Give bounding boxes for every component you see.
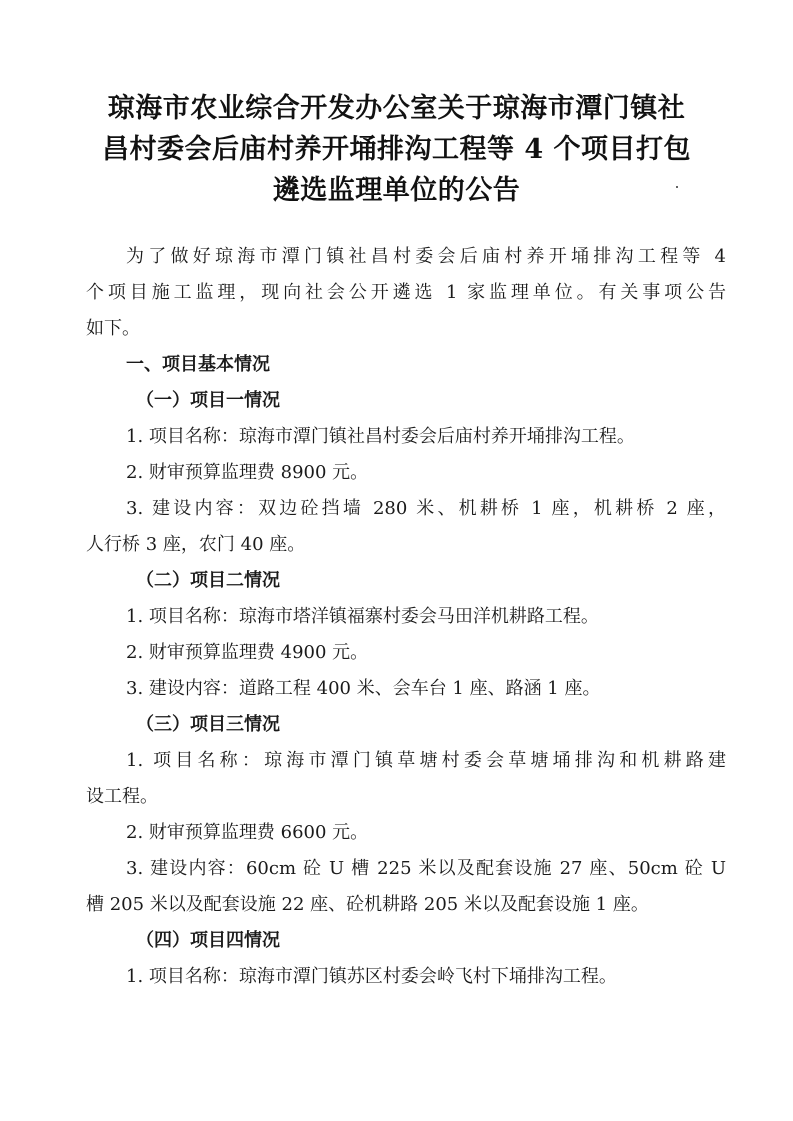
project-1-line-3: 3. 建设内容：双边砼挡墙 280 米、机耕桥 1 座，机耕桥 2 座， xyxy=(126,498,726,519)
project-3-line-2: 设工程。 xyxy=(86,786,158,807)
project-1-line-4: 人行桥 3 座，农门 40 座。 xyxy=(86,534,306,555)
project-1-line-1: 1. 项目名称：琼海市潭门镇社昌村委会后庙村养开埇排沟工程。 xyxy=(126,426,635,447)
intro-line-1: 为了做好琼海市潭门镇社昌村委会后庙村养开埇排沟工程等 4 xyxy=(126,246,726,267)
project-3-line-5: 槽 205 米以及配套设施 22 座、砼机耕路 205 米以及配套设施 1 座。 xyxy=(86,894,649,915)
intro-line-2: 个项目施工监理，现向社会公开遴选 1 家监理单位。有关事项公告 xyxy=(86,282,726,303)
project-2-heading: （二）项目二情况 xyxy=(136,570,280,591)
intro-line-3: 如下。 xyxy=(86,318,140,339)
project-1-line-2: 2. 财审预算监理费 8900 元。 xyxy=(126,462,369,483)
title-line-2: 昌村委会后庙村养开埇排沟工程等 4 个项目打包 xyxy=(101,134,692,165)
document-body xyxy=(86,239,726,995)
project-1-heading: （一）项目一情况 xyxy=(136,390,280,411)
project-3-line-4: 3. 建设内容：60cm 砼 U 槽 225 米以及配套设施 27 座、50cm 砼 U xyxy=(126,858,726,879)
title-line-3: 遴选监理单位的公告 xyxy=(272,175,521,206)
document-title xyxy=(70,88,723,211)
project-4-line-1: 1. 项目名称：琼海市潭门镇苏区村委会岭飞村下埇排沟工程。 xyxy=(126,966,617,987)
project-3-line-3: 2. 财审预算监理费 6600 元。 xyxy=(126,822,369,843)
section-heading: 一、项目基本情况 xyxy=(126,354,270,375)
project-4-heading: （四）项目四情况 xyxy=(136,930,280,951)
project-2-line-1: 1. 项目名称：琼海市塔洋镇福寨村委会马田洋机耕路工程。 xyxy=(126,606,599,627)
project-2-line-2: 2. 财审预算监理费 4900 元。 xyxy=(126,642,369,663)
stray-dot-mark xyxy=(676,186,678,188)
project-3-line-1: 1. 项目名称：琼海市潭门镇草塘村委会草塘埇排沟和机耕路建 xyxy=(126,750,726,771)
project-3-heading: （三）项目三情况 xyxy=(136,714,280,735)
project-2-line-3: 3. 建设内容：道路工程 400 米、会车台 1 座、路涵 1 座。 xyxy=(126,678,601,699)
title-line-1: 琼海市农业综合开发办公室关于琼海市潭门镇社 xyxy=(107,93,686,124)
